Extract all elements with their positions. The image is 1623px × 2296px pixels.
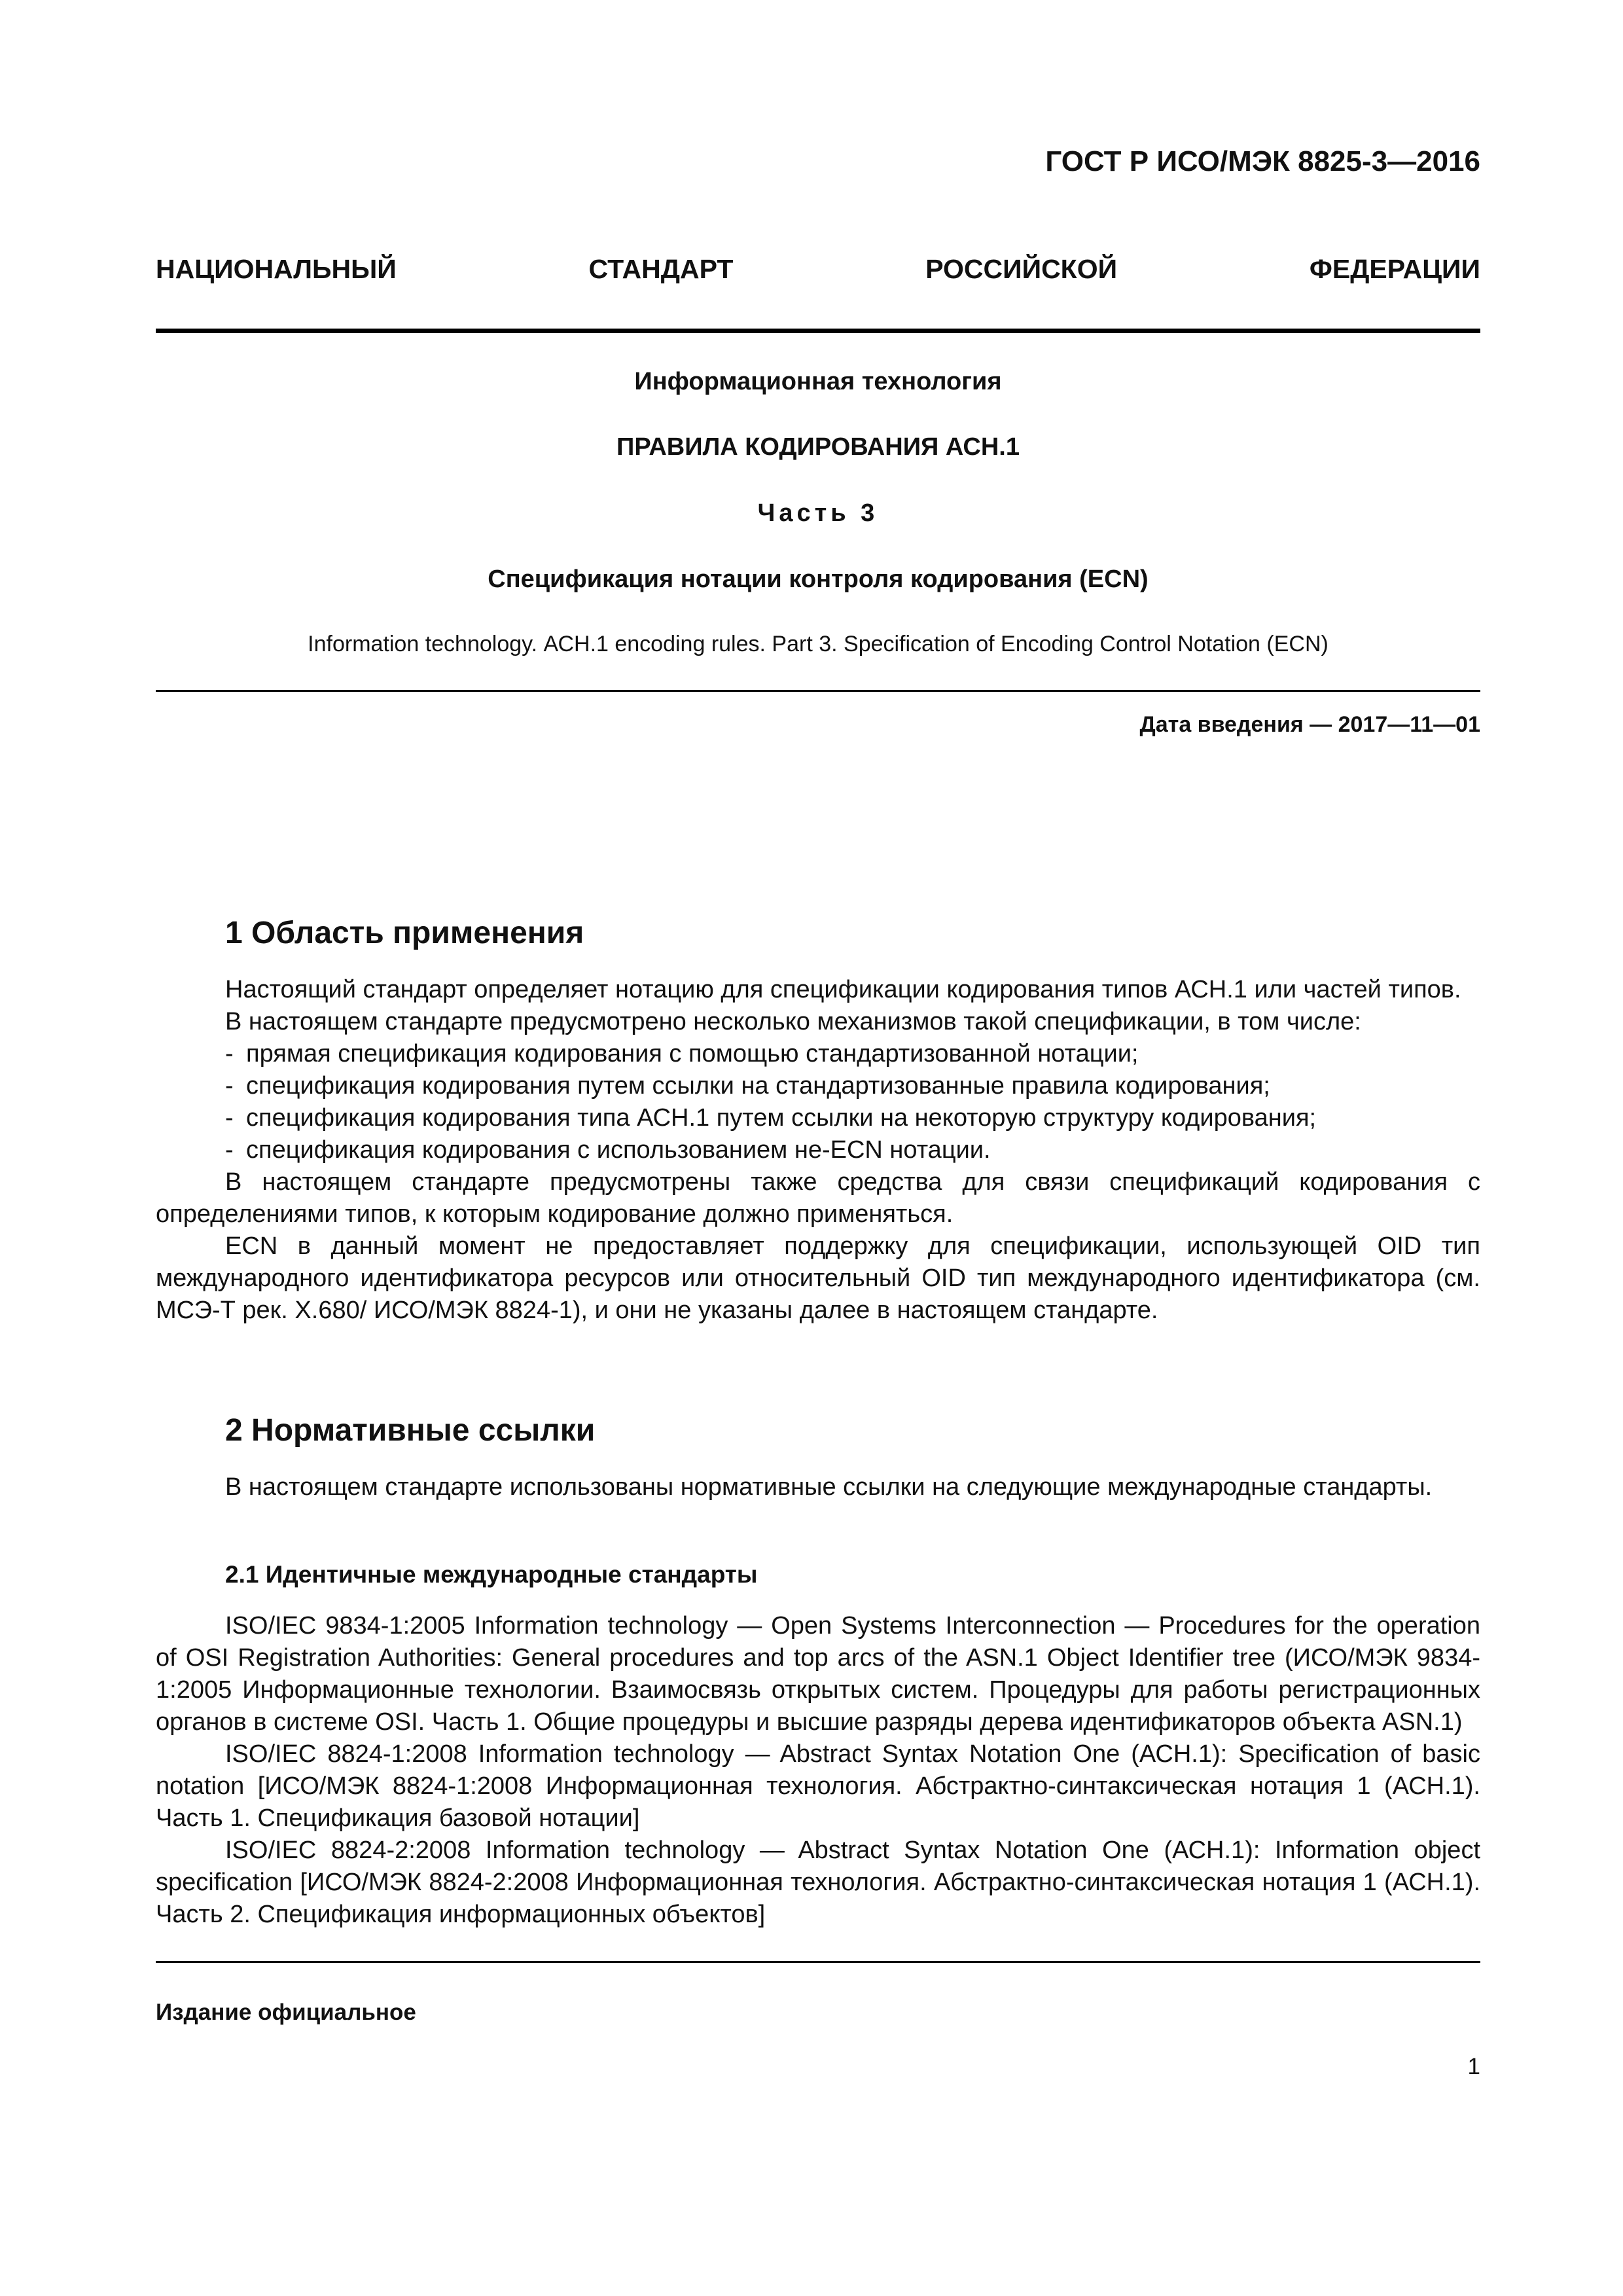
subsection-2-1-title: 2.1 Идентичные международные стандарты bbox=[225, 1561, 758, 1588]
reference-item: ISO/IEC 9834-1:2005 Information technology — Open Systems Interconnection — Procedures for the operation of OSI Registration Authorities: General procedures and top arcs of the ASN.1 Object Identifier tree (ИСО/МЭК 9834-1:2005 Информационные технологии. Взаимосвязь открытых систем. Процедуры для работы регистрационных органов в системе OSI. Часть 1. Общие процедуры и высшие разряды дерева идентификаторов объекта ASN.1) bbox=[156, 1612, 1480, 1736]
list-item-text: спецификация кодирования путем ссылки на стандартизованные правила кодирования; bbox=[246, 1072, 1270, 1100]
list-item-text: спецификация кодирования с использованием не-ECN нотации. bbox=[246, 1136, 991, 1164]
section-2-intro bbox=[156, 1471, 1480, 1503]
list-item-text: прямая спецификация кодирования с помощью стандартизованной нотации; bbox=[246, 1040, 1139, 1067]
references-list bbox=[156, 1610, 1480, 1931]
title-rule bbox=[156, 690, 1480, 692]
list-item bbox=[156, 1038, 1480, 1070]
paragraph: ECN в данный момент не предоставляет поддержку для спецификации, использующей OID тип международного идентификатора ресурсов или относительный OID тип международного идентификатора (см. МСЭ-Т рек. Х.680/ ИСО/МЭК 8824-1), и они не указаны далее в настоящем стандарте. bbox=[156, 1232, 1480, 1324]
reference-item: ISO/IEC 8824-2:2008 Information technology — Abstract Syntax Notation One (АСН.1): Information object specification [ИСО/МЭК 8824-2:2008 Информационная технология. Абстрактно-синтаксическая нотация 1 (АСН.1). Часть 2. Спецификация информационных объектов] bbox=[156, 1837, 1480, 1928]
section-1-body bbox=[156, 974, 1480, 1327]
section-1-heading bbox=[225, 915, 584, 951]
list-dash: - bbox=[225, 1104, 234, 1132]
official-edition-label: Издание официальное bbox=[156, 2000, 416, 2025]
list-item bbox=[156, 1102, 1480, 1134]
paragraph: Настоящий стандарт определяет нотацию для спецификации кодирования типов АСН.1 или частей типов. bbox=[225, 976, 1461, 1003]
section-1-title: 1 Область применения bbox=[225, 916, 584, 950]
english-title: Information technology. АСН.1 encoding rules. Part 3. Specification of Encoding Control Notation (ECN) bbox=[308, 632, 1329, 656]
paragraph: В настоящем стандарте использованы нормативные ссылки на следующие международные стандарты. bbox=[225, 1473, 1433, 1501]
list-dash: - bbox=[225, 1072, 234, 1100]
reference-item: ISO/IEC 8824-1:2008 Information technology — Abstract Syntax Notation One (АСН.1): Specification of basic notation [ИСО/МЭК 8824-1:2008 Информационная технология. Абстрактно-синтаксическая нотация 1 (АСН.1). Часть 1. Спецификация базовой нотации] bbox=[156, 1740, 1480, 1832]
paragraph: В настоящем стандарте предусмотрены также средства для связи спецификаций кодирования с определениями типов, к которым кодирование должно применяться. bbox=[156, 1168, 1480, 1228]
list-item bbox=[156, 1134, 1480, 1166]
national-standard-heading: НАЦИОНАЛЬНЫЙ СТАНДАРТ РОССИЙСКОЙ ФЕДЕРАЦИИ bbox=[156, 254, 1480, 284]
footer-rule bbox=[156, 1961, 1480, 1963]
page-number: 1 bbox=[1467, 2054, 1480, 2079]
list-item-text: спецификация кодирования типа АСН.1 путем ссылки на некоторую структуру кодирования; bbox=[246, 1104, 1317, 1132]
list-item bbox=[156, 1070, 1480, 1102]
list-dash: - bbox=[225, 1136, 234, 1164]
title-line-2: ПРАВИЛА КОДИРОВАНИЯ АСН.1 bbox=[616, 433, 1020, 461]
section-2-heading bbox=[225, 1412, 595, 1448]
title-line-4: Спецификация нотации контроля кодирования (ECN) bbox=[488, 565, 1149, 593]
title-line-1: Информационная технология bbox=[634, 368, 1002, 395]
document-code: ГОСТ Р ИСО/МЭК 8825-3—2016 bbox=[1045, 145, 1480, 177]
introduction-date: Дата введения — 2017—11—01 bbox=[1139, 712, 1480, 737]
header-rule bbox=[156, 329, 1480, 333]
list-dash: - bbox=[225, 1040, 234, 1067]
section-2-title: 2 Нормативные ссылки bbox=[225, 1413, 596, 1448]
title-part: Часть 3 bbox=[757, 499, 879, 527]
paragraph: В настоящем стандарте предусмотрено несколько механизмов такой спецификации, в том числе: bbox=[225, 1008, 1361, 1035]
